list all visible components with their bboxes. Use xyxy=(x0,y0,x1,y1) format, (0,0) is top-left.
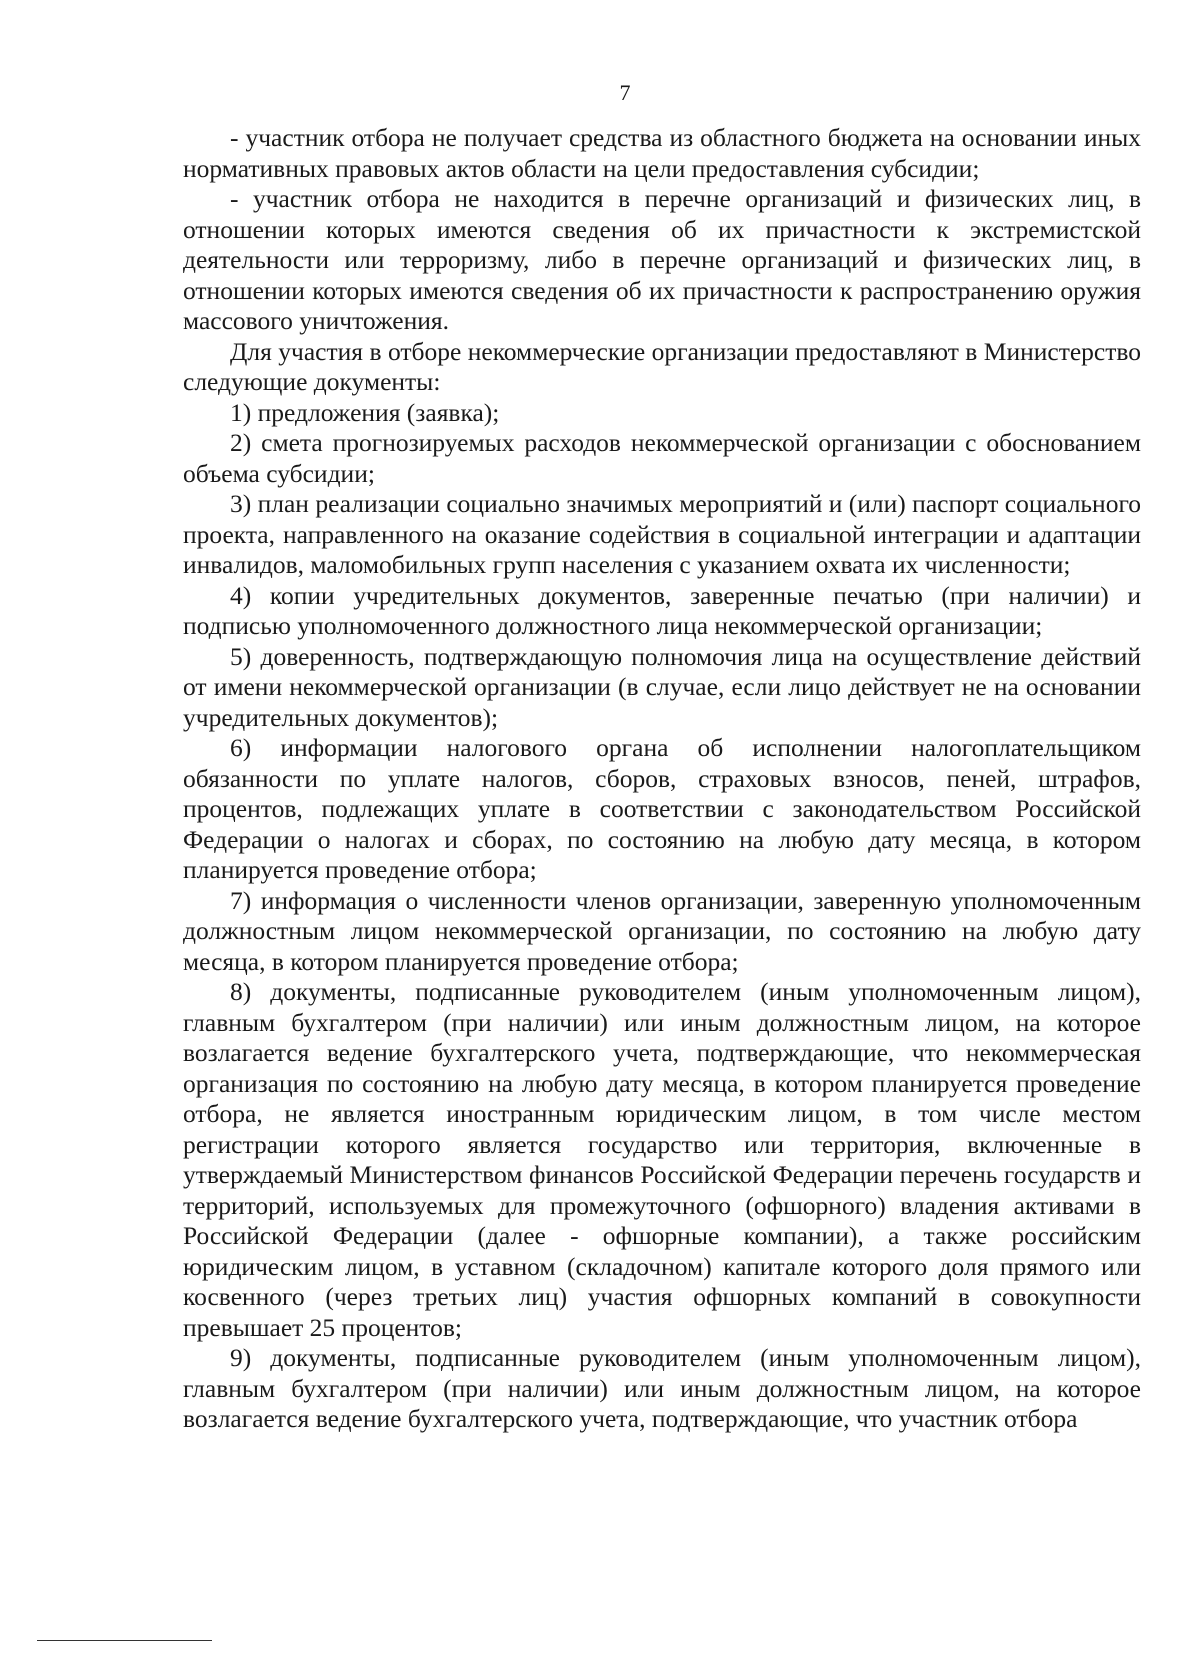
paragraph-extremism-condition: - участник отбора не находится в перечне организаций и физических лиц, в отношении которых имеются сведения об их причастности к экстремистской деятельности или терроризму, либо в перечне организаций и физических лиц, в отношении которых имеются сведения об их причастности к распространению оружия массового уничтожения. xyxy=(183,184,1141,335)
list-item-2: 2) смета прогнозируемых расходов некоммерческой организации с обоснованием объема субсидии; xyxy=(183,428,1141,488)
document-body xyxy=(183,123,1141,1435)
paragraph-budget-condition: - участник отбора не получает средства из областного бюджета на основании иных нормативных правовых актов области на цели предоставления субсидии; xyxy=(183,123,1141,183)
list-item-9: 9) документы, подписанные руководителем (иным уполномоченным лицом), главным бухгалтером (при наличии) или иным должностным лицом, на которое возлагается ведение бухгалтерского учета, подтверждающие, что участник отбора xyxy=(183,1343,1141,1433)
paragraph-documents-intro: Для участия в отборе некоммерческие организации предоставляют в Министерство следующие документы: xyxy=(183,336,1141,396)
list-item-8: 8) документы, подписанные руководителем (иным уполномоченным лицом), главным бухгалтером (при наличии) или иным должностным лицом, на которое возлагается ведение бухгалтерского учета, подтверждающие, что некоммерческая организация по состоянию на любую дату месяца, в котором планируется проведение отбора, не является иностранным юридическим лицом, в том числе местом регистрации которого является государство или территория, включенные в утверждаемый Министерством финансов Российской Федерации перечень государств и территорий, используемых для промежуточного (офшорного) владения активами в Российской Федерации (далее - офшорные компании), а также российским юридическим лицом, в уставном (складочном) капитале которого доля прямого или косвенного (через третьих лиц) участия офшорных компаний в совокупности превышает 25 процентов; xyxy=(183,977,1141,1342)
footnote-separator xyxy=(37,1640,212,1641)
list-item-7: 7) информация о численности членов организации, заверенную уполномоченным должностным лицом некоммерческой организации, по состоянию на любую дату месяца, в котором планируется проведение отбора; xyxy=(183,885,1141,976)
list-item-5: 5) доверенность, подтверждающую полномочия лица на осуществление действий от имени некоммерческой организации (в случае, если лицо действует не на основании учредительных документов); xyxy=(183,641,1141,732)
page-number: 7 xyxy=(619,80,631,105)
list-item-4: 4) копии учредительных документов, заверенные печатью (при наличии) и подписью уполномоченного должностного лица некоммерческой организации; xyxy=(183,580,1141,640)
list-item-1: 1) предложения (заявка); xyxy=(230,397,500,427)
list-item-6: 6) информации налогового органа об исполнении налогоплательщиком обязанности по уплате налогов, сборов, страховых взносов, пеней, штрафов, процентов, подлежащих уплате в соответствии с законодательством Российской Федерации о налогах и сборах, по состоянию на любую дату месяца, в котором планируется проведение отбора; xyxy=(183,733,1141,884)
list-item-3: 3) план реализации социально значимых мероприятий и (или) паспорт социального проекта, направленного на оказание содействия в социальной интеграции и адаптации инвалидов, маломобильных групп населения с указанием охвата их численности; xyxy=(183,489,1142,579)
